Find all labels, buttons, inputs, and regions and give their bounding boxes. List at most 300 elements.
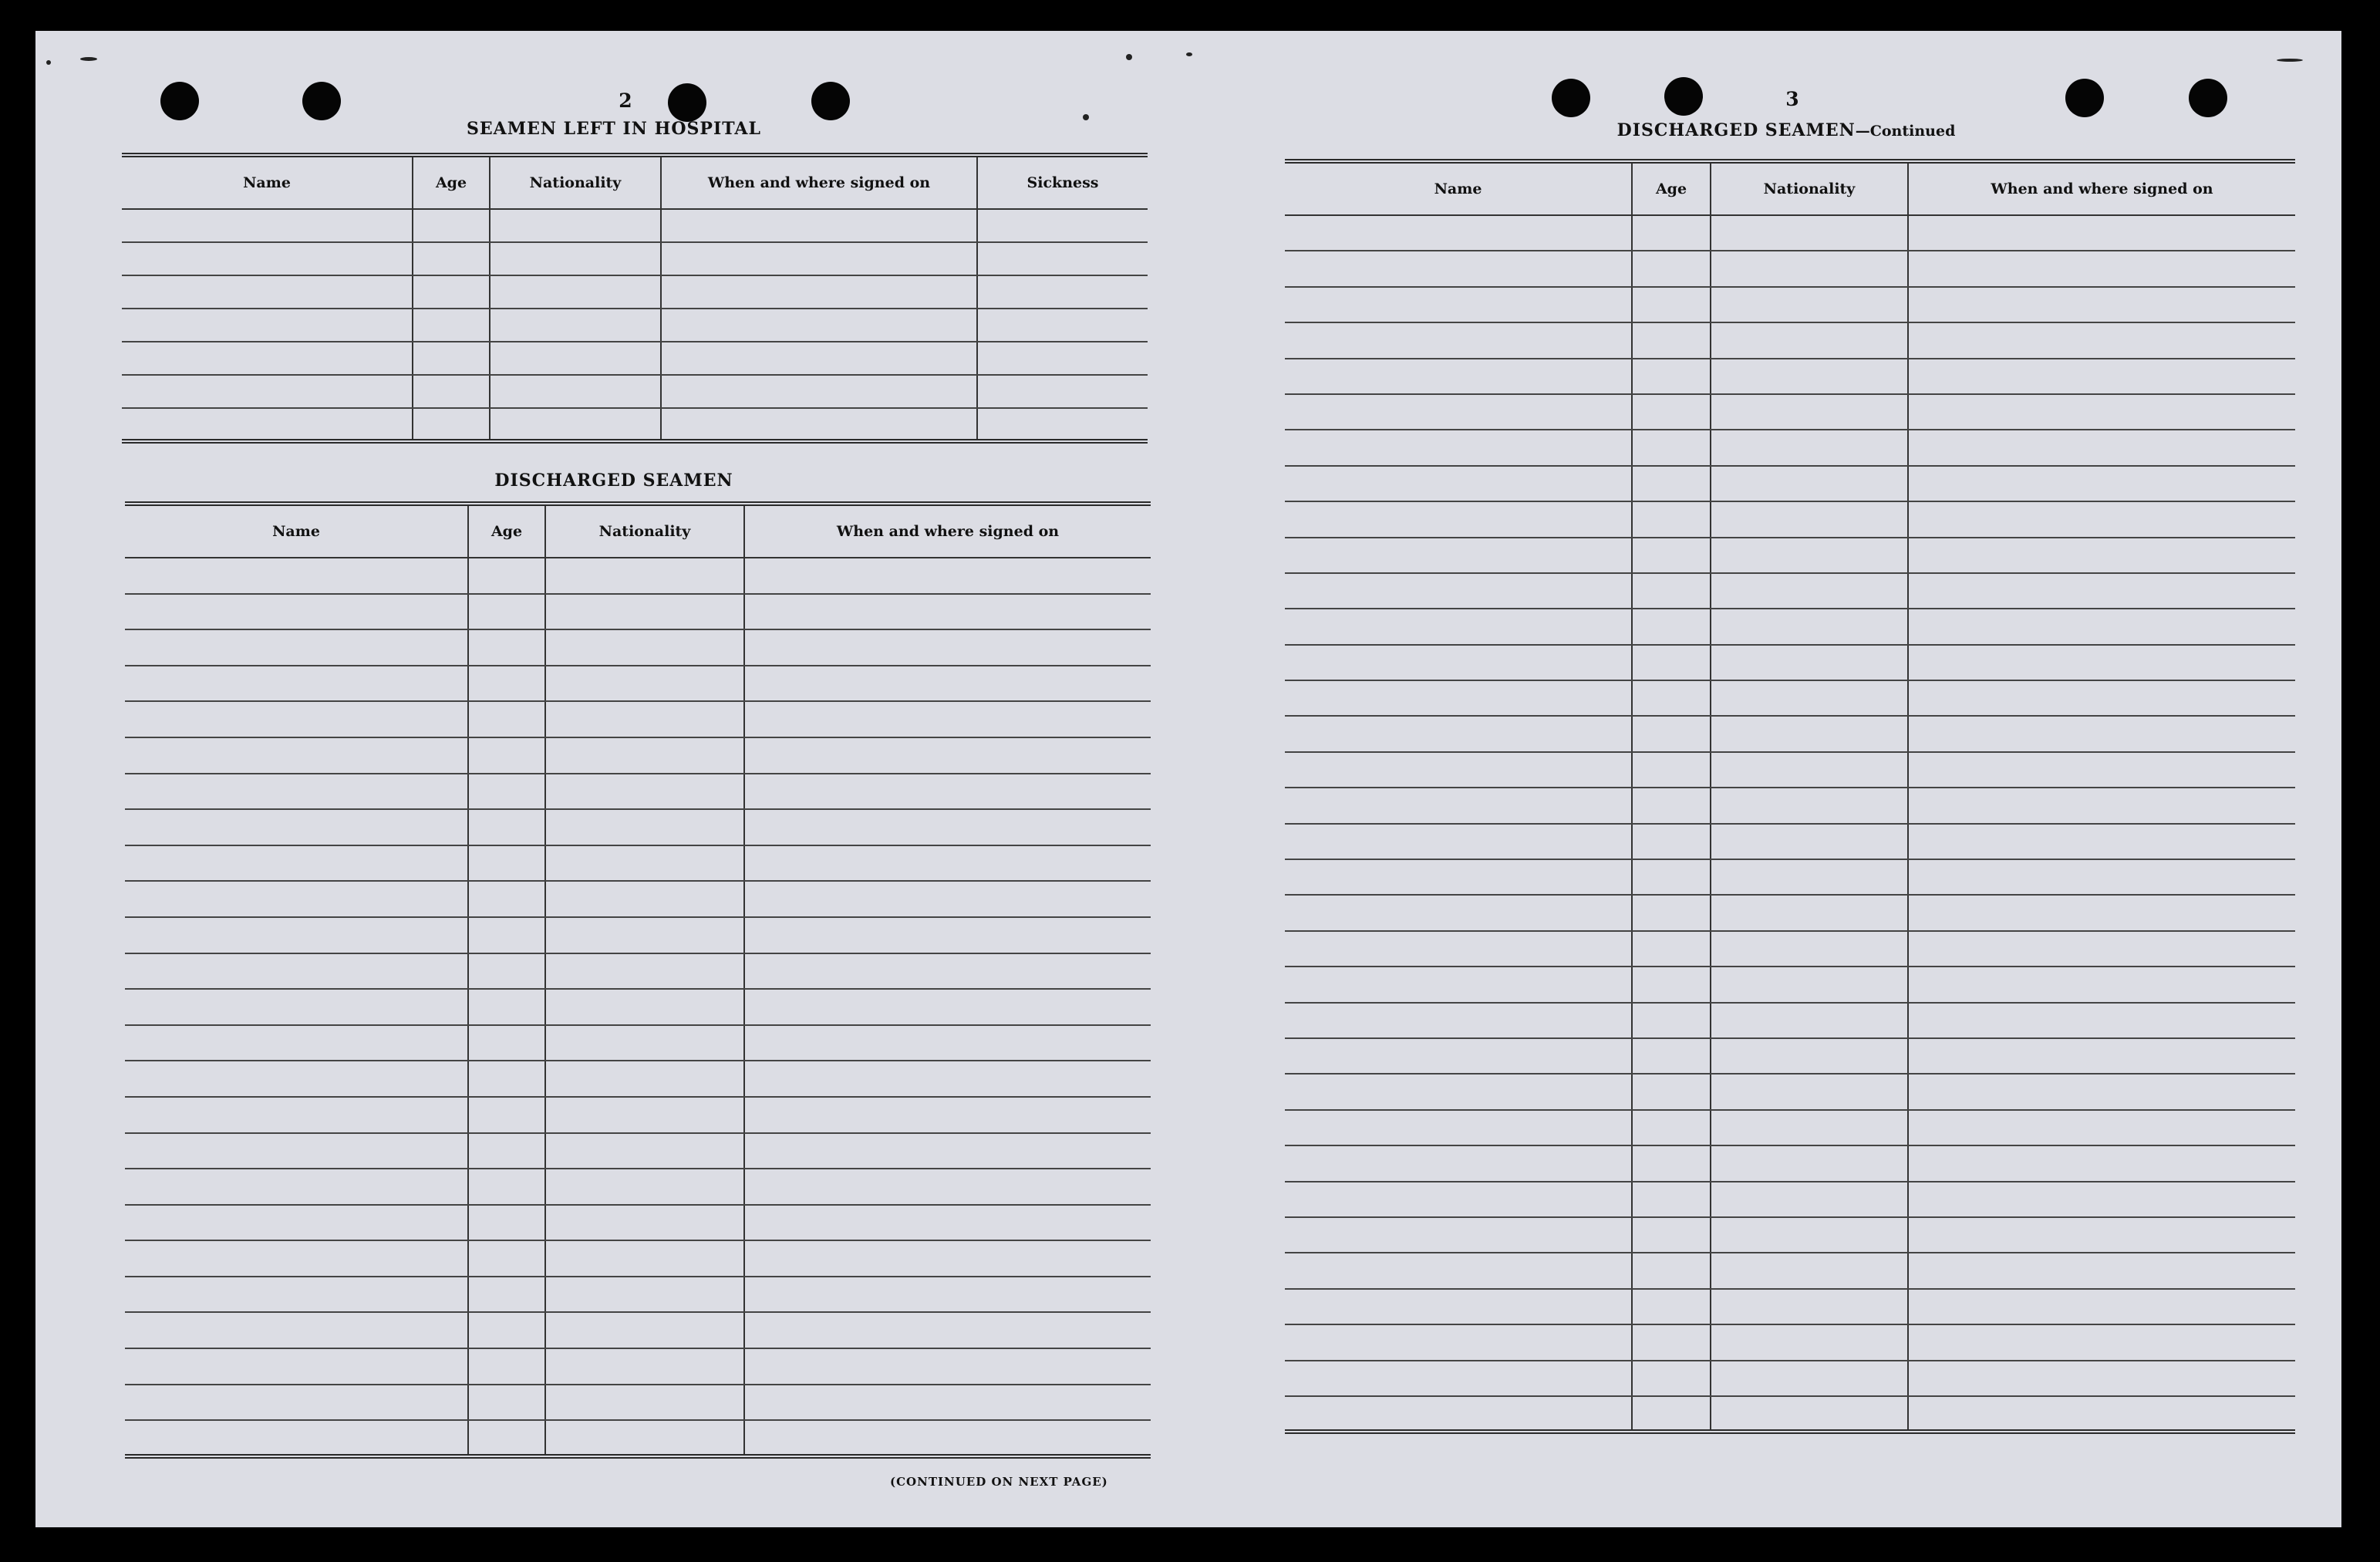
table-row <box>125 917 1151 953</box>
page-number: 2 <box>619 89 632 112</box>
table-header-row <box>125 504 1151 558</box>
table-cell <box>545 666 744 702</box>
table-cell <box>1908 716 2295 751</box>
left-page <box>35 31 1192 1527</box>
table-cell <box>1632 1074 1711 1109</box>
margin-speck <box>46 60 51 65</box>
table-cell <box>468 809 545 845</box>
table-cell <box>1285 645 1632 680</box>
table-cell <box>125 1133 468 1169</box>
table-cell <box>125 1169 468 1205</box>
table-row <box>125 1097 1151 1133</box>
table-cell <box>125 666 468 702</box>
table-cell <box>413 342 490 375</box>
table-row <box>1285 322 2295 358</box>
table-row <box>125 737 1151 774</box>
table-cell <box>125 737 468 774</box>
table-cell <box>490 275 661 309</box>
table-cell <box>1908 573 2295 609</box>
table-cell <box>468 701 545 737</box>
table-cell <box>1285 1038 1632 1074</box>
table-cell <box>468 1385 545 1421</box>
table-row <box>1285 824 2295 859</box>
table-cell <box>1908 1145 2295 1181</box>
table-cell <box>1908 1182 2295 1217</box>
table-cell <box>1711 824 1908 859</box>
table-cell <box>125 594 468 630</box>
table-cell <box>468 1133 545 1169</box>
table-cell <box>122 309 413 342</box>
table-cell <box>1285 1074 1632 1109</box>
table-cell <box>661 309 977 342</box>
continued-note: (CONTINUED ON NEXT PAGE) <box>890 1475 1108 1489</box>
continued-suffix: —Continued <box>1855 123 1956 140</box>
table-row <box>122 275 1148 309</box>
table-row <box>122 209 1148 242</box>
table-row <box>125 1205 1151 1241</box>
table-cell <box>545 953 744 990</box>
table-cell <box>744 701 1151 737</box>
table-cell <box>1908 1289 2295 1324</box>
table-cell <box>545 1097 744 1133</box>
table-row <box>1285 1289 2295 1324</box>
table-cell <box>661 209 977 242</box>
table-cell <box>1632 322 1711 358</box>
table-cell <box>413 275 490 309</box>
table-cell <box>1285 573 1632 609</box>
table-cell <box>977 242 1148 275</box>
discharged-continued-title <box>1439 120 2133 140</box>
table-row <box>1285 215 2295 251</box>
table-cell <box>1711 430 1908 465</box>
table-cell <box>1285 538 1632 573</box>
table-cell <box>744 1348 1151 1385</box>
table-row <box>1285 680 2295 716</box>
table-cell <box>468 594 545 630</box>
table-row <box>125 953 1151 990</box>
table-cell <box>1711 287 1908 322</box>
table-row <box>122 309 1148 342</box>
table-row <box>125 1385 1151 1421</box>
table-cell <box>1908 430 2295 465</box>
table-cell <box>744 809 1151 845</box>
table-cell <box>1908 1038 2295 1074</box>
table-cell <box>1711 609 1908 644</box>
margin-speck <box>80 57 97 61</box>
table-cell <box>468 989 545 1025</box>
table-cell <box>1908 895 2295 930</box>
table-cell <box>1632 609 1711 644</box>
table-cell <box>545 1205 744 1241</box>
table-cell <box>977 342 1148 375</box>
table-cell <box>1711 788 1908 823</box>
column-header-name: Name <box>125 504 468 558</box>
table-row <box>1285 895 2295 930</box>
table-cell <box>1632 1110 1711 1145</box>
table-cell <box>125 1025 468 1061</box>
table-cell <box>125 1205 468 1241</box>
table-row <box>1285 931 2295 967</box>
table-cell <box>468 666 545 702</box>
table-cell <box>1711 716 1908 751</box>
table-cell <box>1908 322 2295 358</box>
hospital-section-title: SEAMEN LEFT IN HOSPITAL <box>467 119 761 139</box>
table-cell <box>1285 931 1632 967</box>
table-row <box>125 1133 1151 1169</box>
punch-hole <box>1552 79 1590 117</box>
margin-speck <box>1083 114 1089 120</box>
table-cell <box>661 342 977 375</box>
table-cell <box>1632 287 1711 322</box>
table-cell <box>1632 1003 1711 1038</box>
table-cell <box>1711 1253 1908 1288</box>
table-row <box>122 342 1148 375</box>
table-cell <box>125 881 468 917</box>
table-cell <box>1285 824 1632 859</box>
table-cell <box>1711 1396 1908 1432</box>
table-cell <box>125 1312 468 1348</box>
punch-hole <box>811 82 850 120</box>
table-cell <box>468 737 545 774</box>
table-cell <box>1285 322 1632 358</box>
discharged-continued-table <box>1285 159 2295 1434</box>
table-cell <box>1908 967 2295 1002</box>
table-cell <box>1711 1289 1908 1324</box>
table-row <box>1285 466 2295 501</box>
table-cell <box>1285 359 1632 394</box>
table-cell <box>1632 538 1711 573</box>
table-cell <box>1908 538 2295 573</box>
table-cell <box>1908 394 2295 430</box>
table-cell <box>545 809 744 845</box>
table-cell <box>125 1277 468 1313</box>
table-cell <box>1711 359 1908 394</box>
table-cell <box>545 845 744 882</box>
table-cell <box>545 737 744 774</box>
table-cell <box>125 701 468 737</box>
table-cell <box>545 1348 744 1385</box>
table-cell <box>468 1312 545 1348</box>
table-cell <box>125 558 468 594</box>
table-cell <box>1285 1361 1632 1396</box>
table-cell <box>1908 1217 2295 1253</box>
table-row <box>1285 251 2295 286</box>
table-cell <box>1908 1110 2295 1145</box>
column-header-name: Name <box>122 155 413 209</box>
table-cell <box>1285 1324 1632 1360</box>
table-row <box>1285 1182 2295 1217</box>
table-cell <box>1908 788 2295 823</box>
table-row <box>1285 1217 2295 1253</box>
table-row <box>1285 1396 2295 1432</box>
table-cell <box>468 1169 545 1205</box>
table-cell <box>744 1025 1151 1061</box>
table-cell <box>744 845 1151 882</box>
table-cell <box>1285 1182 1632 1217</box>
margin-speck <box>2277 59 2303 62</box>
table-cell <box>545 1169 744 1205</box>
table-cell <box>1285 752 1632 788</box>
table-row <box>125 666 1151 702</box>
table-cell <box>1908 501 2295 537</box>
table-cell <box>1908 251 2295 286</box>
table-cell <box>744 1169 1151 1205</box>
table-cell <box>122 209 413 242</box>
table-row <box>1285 1074 2295 1109</box>
table-row <box>1285 1145 2295 1181</box>
right-page <box>1192 31 2341 1527</box>
table-cell <box>545 881 744 917</box>
table-row <box>1285 573 2295 609</box>
table-row <box>1285 609 2295 644</box>
table-cell <box>468 1420 545 1456</box>
table-cell <box>977 375 1148 408</box>
table-cell <box>545 558 744 594</box>
table-cell <box>545 1312 744 1348</box>
table-cell <box>744 774 1151 810</box>
table-cell <box>1632 1361 1711 1396</box>
table-cell <box>125 989 468 1025</box>
table-cell <box>1285 287 1632 322</box>
table-cell <box>744 666 1151 702</box>
table-cell <box>1632 430 1711 465</box>
table-cell <box>744 1420 1151 1456</box>
table-cell <box>1632 1253 1711 1288</box>
table-cell <box>744 737 1151 774</box>
table-cell <box>468 1061 545 1097</box>
table-cell <box>122 408 413 441</box>
table-cell <box>1285 788 1632 823</box>
table-cell <box>1711 501 1908 537</box>
table-row <box>1285 859 2295 895</box>
table-cell <box>744 594 1151 630</box>
table-cell <box>1908 466 2295 501</box>
table-cell <box>1711 680 1908 716</box>
table-row <box>1285 1038 2295 1074</box>
table-cell <box>1632 359 1711 394</box>
table-cell <box>1285 1253 1632 1288</box>
table-cell <box>1285 895 1632 930</box>
table-cell <box>1632 1324 1711 1360</box>
table-row <box>125 1312 1151 1348</box>
table-cell <box>413 408 490 441</box>
table-row <box>125 629 1151 666</box>
table-cell <box>468 1277 545 1313</box>
table-cell <box>744 1385 1151 1421</box>
table-cell <box>1285 501 1632 537</box>
table-cell <box>413 242 490 275</box>
table-row <box>1285 645 2295 680</box>
table-cell <box>1632 1396 1711 1432</box>
table-cell <box>468 1025 545 1061</box>
table-cell <box>468 1097 545 1133</box>
table-cell <box>125 1420 468 1456</box>
table-cell <box>977 408 1148 441</box>
table-cell <box>125 774 468 810</box>
table-cell <box>744 953 1151 990</box>
table-cell <box>1711 967 1908 1002</box>
table-row <box>125 1169 1151 1205</box>
table-cell <box>1632 1038 1711 1074</box>
table-cell <box>1285 1217 1632 1253</box>
table-cell <box>1632 752 1711 788</box>
punch-hole <box>302 82 341 120</box>
table-cell <box>1632 967 1711 1002</box>
table-row <box>125 774 1151 810</box>
table-cell <box>1711 1003 1908 1038</box>
table-cell <box>490 242 661 275</box>
discharged-continued-title-main: DISCHARGED SEAMEN <box>1616 120 1856 140</box>
table-cell <box>1711 1145 1908 1181</box>
table-cell <box>125 1240 468 1277</box>
table-cell <box>468 1240 545 1277</box>
table-cell <box>744 989 1151 1025</box>
column-header-age: Age <box>413 155 490 209</box>
table-cell <box>1711 466 1908 501</box>
table-cell <box>1711 538 1908 573</box>
table-cell <box>1632 215 1711 251</box>
table-row <box>1285 1361 2295 1396</box>
table-cell <box>1908 1361 2295 1396</box>
table-cell <box>1908 359 2295 394</box>
table-cell <box>1711 931 1908 967</box>
table-cell <box>1908 752 2295 788</box>
table-cell <box>1285 967 1632 1002</box>
table-cell <box>1285 859 1632 895</box>
table-cell <box>977 275 1148 309</box>
table-cell <box>1711 1110 1908 1145</box>
table-cell <box>1632 573 1711 609</box>
table-cell <box>1908 609 2295 644</box>
table-cell <box>1908 1253 2295 1288</box>
table-cell <box>977 309 1148 342</box>
margin-speck <box>1126 54 1132 60</box>
table-cell <box>413 309 490 342</box>
table-row <box>125 558 1151 594</box>
table-cell <box>468 1205 545 1241</box>
table-cell <box>1711 1038 1908 1074</box>
table-cell <box>125 1385 468 1421</box>
table-row <box>122 242 1148 275</box>
hospital-table <box>122 153 1148 444</box>
table-row <box>125 594 1151 630</box>
table-cell <box>1632 1145 1711 1181</box>
table-cell <box>122 242 413 275</box>
table-cell <box>125 917 468 953</box>
table-cell <box>1285 394 1632 430</box>
table-row <box>125 701 1151 737</box>
table-cell <box>545 629 744 666</box>
table-cell <box>1908 680 2295 716</box>
table-cell <box>1285 716 1632 751</box>
discharged-table <box>125 501 1151 1459</box>
table-row <box>125 1420 1151 1456</box>
table-cell <box>490 408 661 441</box>
table-cell <box>744 558 1151 594</box>
table-cell <box>468 1348 545 1385</box>
table-cell <box>1711 752 1908 788</box>
discharged-section-title: DISCHARGED SEAMEN <box>494 471 733 491</box>
column-header-nationality: Nationality <box>490 155 661 209</box>
table-cell <box>744 1240 1151 1277</box>
table-cell <box>661 408 977 441</box>
table-row <box>1285 287 2295 322</box>
table-row <box>1285 1324 2295 1360</box>
table-cell <box>490 342 661 375</box>
table-cell <box>744 917 1151 953</box>
table-cell <box>125 1061 468 1097</box>
punch-hole <box>160 82 199 120</box>
column-header-name: Name <box>1285 161 1632 215</box>
table-cell <box>1285 215 1632 251</box>
table-row <box>125 989 1151 1025</box>
table-row <box>125 1025 1151 1061</box>
table-cell <box>1908 1324 2295 1360</box>
table-cell <box>1711 1324 1908 1360</box>
table-cell <box>125 1097 468 1133</box>
punch-hole <box>668 83 706 122</box>
table-cell <box>1285 1110 1632 1145</box>
table-cell <box>545 1240 744 1277</box>
column-header-age: Age <box>1632 161 1711 215</box>
table-cell <box>1711 1361 1908 1396</box>
table-cell <box>1632 824 1711 859</box>
table-cell <box>125 845 468 882</box>
table-cell <box>1632 501 1711 537</box>
table-cell <box>1908 931 2295 967</box>
table-cell <box>468 558 545 594</box>
table-cell <box>468 953 545 990</box>
table-cell <box>1285 1396 1632 1432</box>
table-cell <box>1632 931 1711 967</box>
table-cell <box>1908 1074 2295 1109</box>
table-cell <box>1908 859 2295 895</box>
table-row <box>1285 1253 2295 1288</box>
table-cell <box>1632 251 1711 286</box>
table-row <box>125 1061 1151 1097</box>
table-cell <box>661 275 977 309</box>
table-row <box>1285 394 2295 430</box>
table-cell <box>661 375 977 408</box>
table-row <box>1285 501 2295 537</box>
ledger-sheet <box>35 31 2341 1527</box>
table-row <box>122 375 1148 408</box>
table-cell <box>413 209 490 242</box>
table-cell <box>545 1025 744 1061</box>
table-row <box>125 809 1151 845</box>
table-cell <box>744 1061 1151 1097</box>
table-row <box>1285 538 2295 573</box>
table-cell <box>744 1205 1151 1241</box>
table-row <box>1285 359 2295 394</box>
table-row <box>1285 1003 2295 1038</box>
table-cell <box>1711 1182 1908 1217</box>
table-cell <box>1632 859 1711 895</box>
table-cell <box>490 375 661 408</box>
table-row <box>125 1240 1151 1277</box>
table-cell <box>545 1277 744 1313</box>
column-header-age: Age <box>468 504 545 558</box>
table-cell <box>1711 895 1908 930</box>
table-cell <box>490 209 661 242</box>
table-cell <box>1632 680 1711 716</box>
table-cell <box>744 1277 1151 1313</box>
table-cell <box>1285 609 1632 644</box>
table-cell <box>468 774 545 810</box>
table-cell <box>125 953 468 990</box>
table-row <box>125 881 1151 917</box>
table-cell <box>1632 466 1711 501</box>
